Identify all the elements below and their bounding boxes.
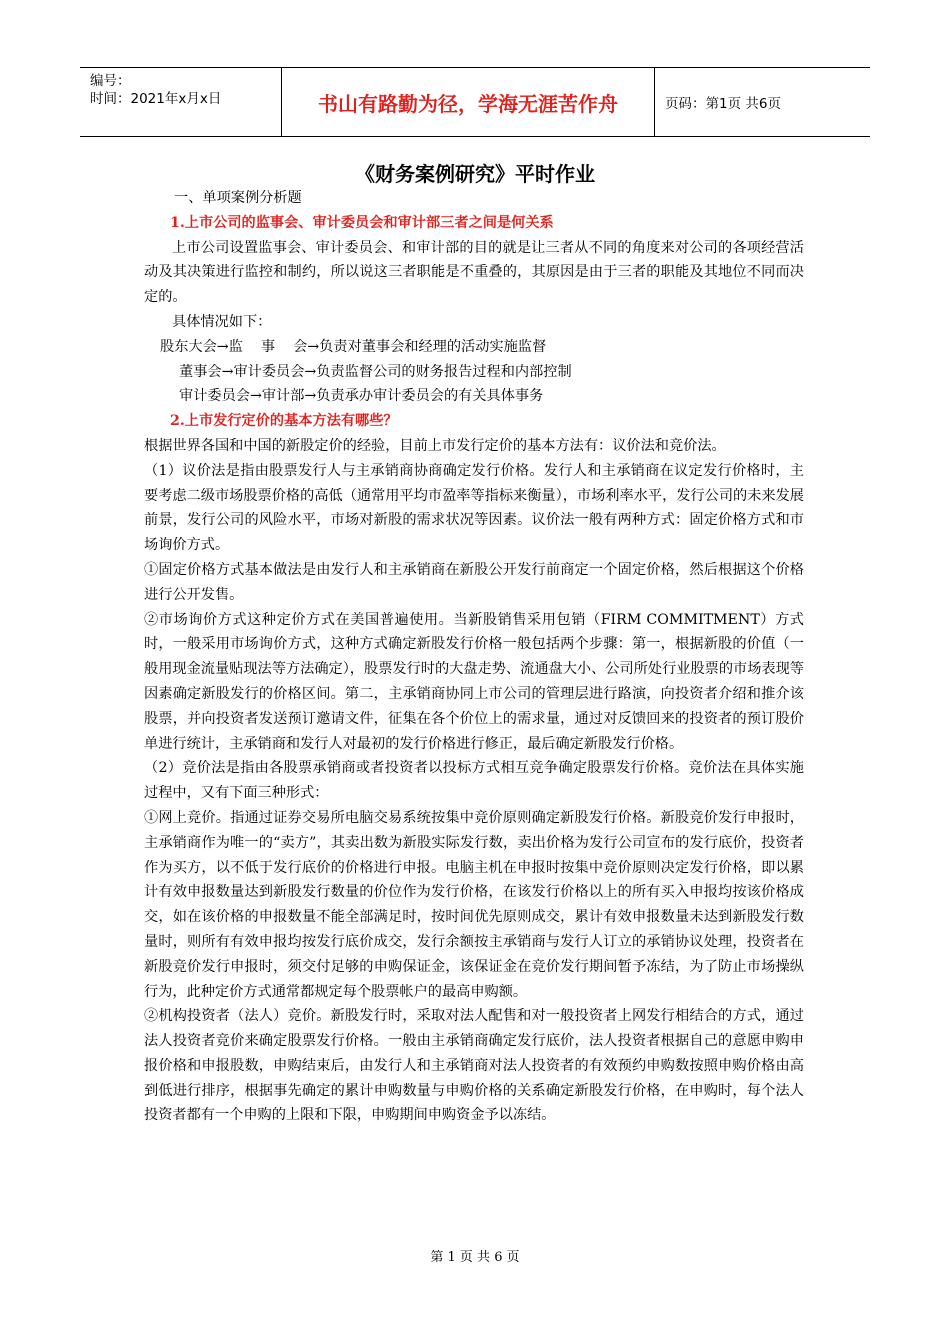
header-page-label: 页码：第1页 共6页 <box>665 96 781 112</box>
paragraph: （2）竞价法是指由各股票承销商或者投资者以投标方式相互竞争确定股票发行价格。竞价法在具体实施过程中，又有下面三种形式： <box>144 760 804 802</box>
flow-line-1: 股东大会→监 事 会→负责对董事会和经理的活动实施监督 <box>160 338 547 355</box>
flow-line-2: 董事会→审计委员会→负责监督公司的财务报告过程和内部控制 <box>179 363 572 380</box>
question-2-heading: 2.上市发行定价的基本方法有哪些？ <box>170 413 398 430</box>
document-title: 《财务案例研究》平时作业 <box>355 162 595 186</box>
header-meta <box>80 68 282 136</box>
paragraph: 上市公司设置监事会、审计委员会、和审计部的目的就是让三者从不同的角度来对公司的各项经营活动及其决策进行监控和制约，所以说这三者职能是不重叠的，其原因是由于三者的职能及其地位不同而决定的。 <box>144 239 804 306</box>
paragraph: ①固定价格方式基本做法是由发行人和主承销商在新股公开发行前商定一个固定价格，然后根据这个价格进行公开发售。 <box>144 561 804 603</box>
flow-line-3: 审计委员会→审计部→负责承办审计委员会的有关具体事务 <box>179 388 544 405</box>
page-footer: 第 1 页 共 6 页 <box>430 1250 520 1265</box>
time-label: 时间：2021年x月x日 <box>90 91 222 107</box>
paragraph: ②市场询价方式这种定价方式在美国普遍使用。当新股销售采用包销（FIRM COMMITMENT）方式时，一般采用市场询价方式，这种方式确定新股发行价格一般包括两个步骤：第一，根据新股的价值（一般用现金流量贴现法等方法确定），股票发行时的大盘走势、流通盘大小、公司所处行业股票的市场表现等因素确定新股发行的价格区间。第二，主承销商协同上市公司的管理层进行路演，向投资者介绍和推介该股票，并向投资者发送预订邀请文件，征集在各个价位上的需求量，通过对反馈回来的投资者的预订股价单进行统计，主承销商和发行人对最初的发行价格进行修正，最后确定新股发行价格。 <box>144 611 804 752</box>
paragraph: （1）议价法是指由股票发行人与主承销商协商确定发行价格。发行人和主承销商在议定发行价格时，主要考虑二级市场股票价格的高低（通常用平均市盈率等指标来衡量），市场利率水平，发行公司的未来发展前景，发行公司的风险水平，市场对新股的需求状况等因素。议价法一般有两种方式：固定价格方式和市场询价方式。 <box>144 462 804 554</box>
document-body <box>144 186 804 1128</box>
header-table <box>80 67 870 137</box>
number-label: 编号： <box>90 73 131 89</box>
question-1-heading: 1.上市公司的监事会、审计委员会和审计部三者之间是何关系 <box>170 214 554 231</box>
section-heading: 一、单项案例分析题 <box>174 190 302 206</box>
paragraph: ①网上竞价。指通过证券交易所电脑交易系统按集中竞价原则确定新股发行价格。新股竞价发行申报时，主承销商作为唯一的“卖方”，其卖出数为新股实际发行数，卖出价格为发行公司宣布的发行底价，投资者作为买方，以不低于发行底价的价格进行申报。电脑主机在申报时按集中竞价原则决定发行价格，即以累计有效申报数量达到新股发行数量的价位作为发行价格，在该发行价格以上的所有买入申报均按该价格成交，如在该价格的申报数量不能全部满足时，按时间优先原则成交，累计有效申报数量未达到新股发行数量时，则所有有效申报均按发行底价成交，发行余额按主承销商与发行人订立的承销协议处理，投资者在新股竞价发行申报时，须交付足够的申购保证金，该保证金在竞价发行期间暂予冻结，为了防止市场操纵行为，此种定价方式通常都规定每个股票帐户的最高申购额。 <box>144 809 804 1000</box>
paragraph: ②机构投资者（法人）竞价。新股发行时，采取对法人配售和对一般投资者上网发行相结合的方式，通过法人投资者竞价来确定股票发行价格。一般由主承销商确定发行底价，法人投资者根据自己的意愿申购申报价格和申报股数，申购结束后，由发行人和主承销商对法人投资者的有效预约申购数按照申购价格由高到低进行排序，根据事先确定的累计申购数量与申购价格的关系确定新股发行价格，在申购时，每个法人投资者都有一个申购的上限和下限，申购期间申购资金予以冻结。 <box>144 1008 804 1124</box>
paragraph: 具体情况如下： <box>172 313 272 330</box>
header-motto: 书山有路勤为径，学海无涯苦作舟 <box>282 68 655 136</box>
paragraph: 根据世界各国和中国的新股定价的经验，目前上市发行定价的基本方法有：议价法和竞价法。 <box>144 437 726 454</box>
